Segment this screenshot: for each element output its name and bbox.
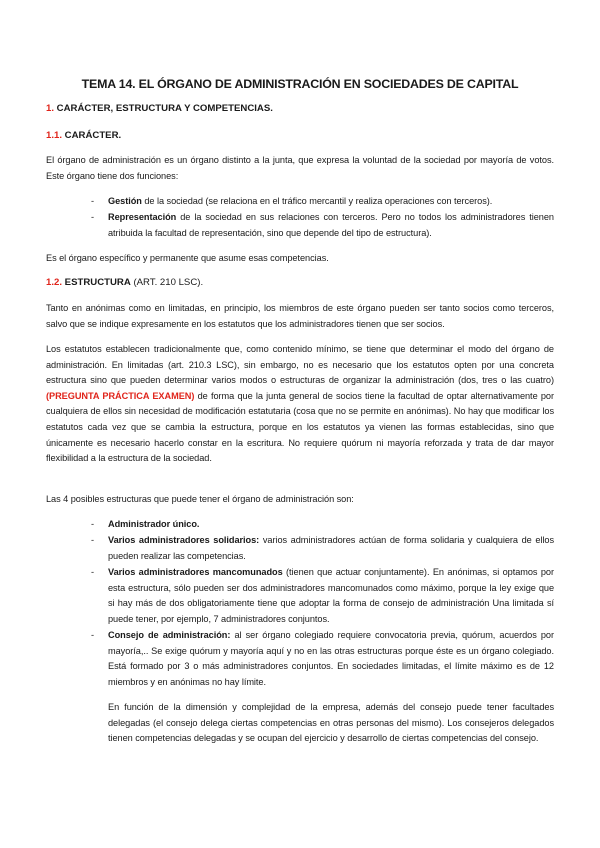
definition: al ser órgano colegiado requiere convocatoria previa, quórum, acuerdos por mayoría,.. Se exige quórum y mayoría aquí y no en las otras estructuras porque éste es un órgano colegiado. Está formado por 3 o más administradores conjuntos. En sociedades limitadas, el límite máximo es de 12 miembros y en anónimas no hay límite. [108,630,554,687]
bullet-dash: - [91,630,95,640]
section-heading-1-2 [46,277,203,288]
text: de forma que la junta general de socios tiene la facultad de optar alternativamente por cualquiera de ellos sin necesidad de modificación estatutaria (cosa que no se permite en anónimas). No hay que modificar los estatutos cada vez que se cambia la estructura, porque en los estatutos ya vienen las formas establecidas, sino que únicamente es necesario hacerlo constar en la escritura. No requiere quórum ni mayoría reforzada y trata de dar mayor flexibilidad a la estructura de la sociedad. [46,390,554,464]
section-number: 1.1. [46,130,63,141]
section-number: 1. [46,103,55,114]
section-title: CARÁCTER, ESTRUCTURA Y COMPETENCIAS. [54,103,273,114]
exam-note: (PREGUNTA PRÁCTICA EXAMEN) [46,390,195,401]
definition: varios administradores actúan de forma solidaria y cualquiera de ellos pueden realizar las competencias. [108,535,554,561]
list-item-consejo [108,628,554,690]
paragraph-estructuras-intro: Las 4 posibles estructuras que puede tener el órgano de administración son: [46,494,354,504]
list-item-gestion [108,194,554,210]
list-item-representacion [108,210,554,241]
paragraph-estatutos [46,342,554,467]
term: Representación [108,212,177,222]
bullet-dash: - [91,535,95,545]
section-title: ESTRUCTURA [62,277,131,288]
list-item-mancomunados [108,565,554,627]
section-heading-1 [46,103,273,114]
section-title: CARÁCTER. [62,130,122,141]
term: Gestión [108,196,142,206]
paragraph-socios: Tanto en anónimas como en limitadas, en principio, los miembros de este órgano pueden ser tanto socios como terceros, salvo que se indique expresamente en los estatutos que los administradores tienen que ser socios. [46,303,554,329]
paragraph-organo: Es el órgano específico y permanente que asume esas competencias. [46,253,329,263]
paragraph-consejeros-delegados: En función de la dimensión y complejidad de la empresa, además del consejo puede tener facultades delegadas (el consejo delega ciertas competencias en otras personas del mismo). Los consejeros delegados tienen competencias delegadas y se ocupan del ejercicio y desarrollo de ciertas competencias del consejo. [108,702,554,744]
text: Los estatutos establecen tradicionalmente que, como contenido mínimo, se tiene que determinar el modo del órgano de administración. En limitadas (art. 210.3 LSC), sin embargo, no es necesario que los estatutos opten por una concreta estructura sino que pueden determinar varios modos o estructuras de organizar la administración (dos, tres o las cuatro) [46,344,554,386]
definition: de la sociedad en sus relaciones con terceros. Pero no todos los administradores tienen atribuida la facultad de representación, sino que depende del tipo de estructura). [108,212,554,238]
term: Varios administradores solidarios: [108,535,260,545]
section-number: 1.2. [46,277,63,288]
section-ref: (ART. 210 LSC). [130,277,204,288]
section-heading-1-1 [46,130,121,141]
bullet-dash: - [91,567,95,577]
definition: de la sociedad (se relaciona en el tráfico mercantil y realiza operaciones con terceros). [141,196,493,206]
bullet-dash: - [91,212,95,222]
bullet-dash: - [91,196,95,206]
term: Varios administradores mancomunados [108,567,283,577]
page-title: TEMA 14. EL ÓRGANO DE ADMINISTRACIÓN EN SOCIEDADES DE CAPITAL [81,77,519,91]
paragraph-intro: El órgano de administración es un órgano distinto a la junta, que expresa la voluntad de la sociedad por mayoría de votos. Este órgano tiene dos funciones: [46,155,554,181]
list-item-solidarios [108,533,554,564]
term: Administrador único. [108,519,200,529]
term: Consejo de administración: [108,630,231,640]
bullet-dash: - [91,519,95,529]
definition: (tienen que actuar conjuntamente). En anónimas, si optamos por esta estructura, sólo pueden ser dos administradores mancomunados como máximo, porque la ley exige que si hay más de dos obligatoriamente tiene que adoptar la forma de consejo de administración Una limitada sí puede tener, por ejemplo, 7 administradores conjuntos. [108,567,554,624]
list-item-administrador-unico [108,517,554,533]
